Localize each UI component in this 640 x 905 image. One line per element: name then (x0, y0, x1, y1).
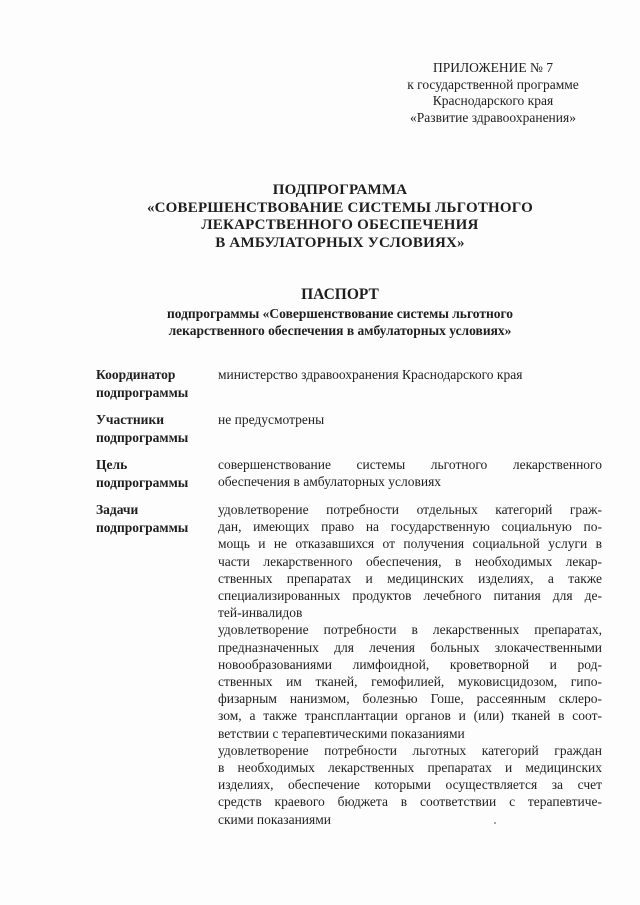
title-line-4: В АМБУЛАТОРНЫХ УСЛОВИЯХ» (215, 234, 465, 251)
value-line: ственных препаратах и медицинских изделиях, а также (218, 570, 602, 586)
row-value (218, 411, 602, 428)
value-line: министерство здравоохранения Краснодарского края (218, 367, 523, 382)
row-label (96, 366, 208, 401)
row-coordinator (96, 366, 616, 402)
row-label-line: подпрограммы (96, 384, 189, 400)
annex-number: ПРИЛОЖЕНИЕ № 7 (432, 60, 554, 75)
passport-heading: ПАСПОРТ (301, 286, 379, 303)
annex-line-3: Краснодарского края (432, 93, 554, 108)
value-line: специализированных продуктов лечебного питания для де- (218, 588, 602, 604)
value-line: удовлетворение потребности в лекарственных препаратах, (218, 622, 602, 638)
passport-subtitle-line-2: лекарственного обеспечения в амбулаторных условиях» (168, 323, 512, 338)
row-value (218, 456, 602, 490)
row-tasks (96, 501, 616, 831)
value-line: удовлетворение потребности льготных категорий граждан (218, 742, 602, 758)
value-line: предназначенных для лечения больных злокачественными (218, 639, 602, 655)
row-goal (96, 456, 616, 492)
annex-header (386, 60, 600, 126)
value-line: скими показаниями (218, 811, 331, 827)
value-line: в необходимых лекарственных препаратах и медицинских (218, 760, 602, 776)
value-line: совершенствование системы льготного лекарственного (218, 457, 602, 472)
row-value (218, 366, 602, 383)
value-line: тей-инвалидов (218, 605, 303, 621)
row-label-line: Участники (96, 412, 165, 427)
annex-line-4: «Развитие здравоохранения» (410, 109, 576, 125)
row-label-line: Задачи (96, 502, 139, 517)
row-value (218, 501, 602, 828)
value-line: удовлетворение потребности отдельных категорий граж- (218, 502, 602, 517)
passport-subtitle (120, 305, 560, 339)
value-line: мощь и не отказавшихся от получения социальной услуги в (218, 536, 602, 552)
value-line: не предусмотрены (218, 412, 325, 427)
value-line: ветствии с терапевтическими показаниями (218, 725, 465, 741)
row-label-line: подпрограммы (96, 429, 189, 445)
value-line: новообразованиями лимфоидной, кроветворной и род- (218, 656, 602, 672)
title-line-1: ПОДПРОГРАММА (272, 182, 408, 198)
value-line: изделиях, обеспечение которыми осуществляется за счет (218, 777, 602, 793)
value-line: зом, а также трансплантации органов и (или) тканей в соот- (218, 708, 602, 724)
row-label-line: Цель (96, 457, 128, 472)
value-line: части лекарственного обеспечения, в необходимых лекар- (218, 553, 602, 569)
value-line: дан, имеющих право на государственную социальную по- (218, 519, 602, 535)
subprogram-title (120, 182, 560, 252)
annex-line-2: к государственной программе (407, 76, 579, 92)
passport-subtitle-line-1: подпрограммы «Совершенствование системы льготного (166, 306, 514, 321)
value-line: физарным нанизмом, болезнью Гоше, рассеянным склеро- (218, 691, 602, 707)
value-line: ственных им тканей, гемофилией, муковисцидозом, гипо- (218, 674, 602, 690)
row-label-line: подпрограммы (96, 474, 189, 490)
title-line-3: ЛЕКАРСТВЕННОГО ОБЕСПЕЧЕНИЯ (201, 217, 479, 233)
value-line: обеспечения в амбулаторных условиях (218, 474, 442, 490)
row-label (96, 456, 208, 491)
row-label (96, 411, 208, 446)
row-participants (96, 411, 616, 447)
title-line-2: «СОВЕРШЕНСТВОВАНИЕ СИСТЕМЫ ЛЬГОТНОГО (146, 199, 534, 216)
value-line: средств краевого бюджета в соответствии с терапевтиче- (218, 794, 602, 810)
row-label-line: подпрограммы (96, 519, 189, 535)
scan-speck (494, 822, 496, 824)
row-label-line: Координатор (96, 367, 176, 382)
row-label (96, 501, 208, 536)
